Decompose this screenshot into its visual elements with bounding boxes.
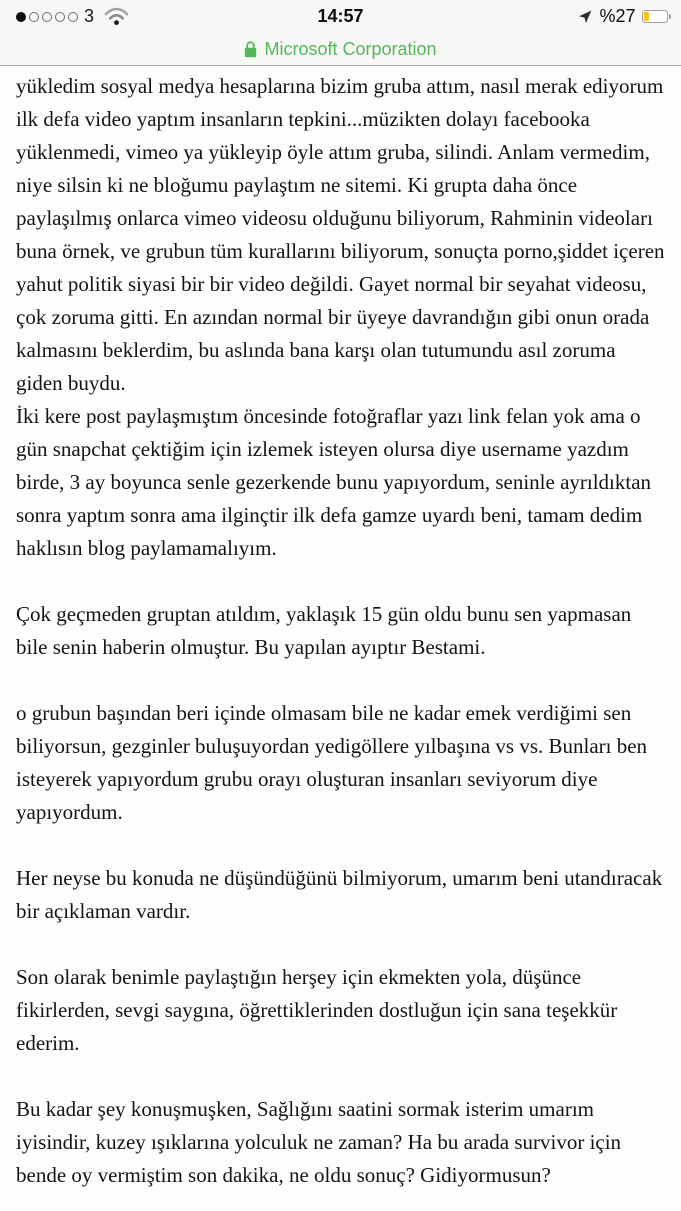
site-banner[interactable] <box>0 33 681 65</box>
signal-dot <box>42 12 52 22</box>
status-bar <box>0 0 681 33</box>
text-paragraph: yükledim sosyal medya hesaplarına bizim gruba attım, nasıl merak ediyorum ilk defa video yaptım insanların tepkini...müzikten dolayı facebooka yüklenmedi, vimeo ya yükleyip öyle attım gruba, silindi. Anlam vermedim, niye silsin ki ne bloğumu paylaştım ne sitemi. Ki grupta daha önce paylaşılmış onlarca vimeo videosu olduğunu biliyorum, Rahminin videoları buna örnek, ve grubun tüm kurallarını biliyorum, sonuçta porno,şiddet içeren yahut politik siyasi bir bir video değildi. Gayet normal bir seyahat videosu, çok zoruma gitti. En azından normal bir üyeye davrandığın gibi onun orada kalmasını beklerdim, bu aslında bana karşı olan tutumundu asıl zoruma giden buydu. <box>16 74 665 395</box>
text-paragraph: Son olarak benimle paylaştığın herşey için ekmekten yola, düşünce fikirlerden, sevgi saygına, öğrettiklerinden dostluğun için sana teşekkür ederim. <box>16 965 618 1055</box>
text-paragraph: o grubun başından beri içinde olmasam bile ne kadar emek verdiğimi sen biliyorsun, gezginler buluşuyordan yedigöllere yılbaşına vs vs. Bunları ben isteyerek yapıyordum grubu orayı oluşturan insanları seviyorum diye yapıyordum. <box>16 701 648 824</box>
page-content[interactable] <box>0 66 681 1211</box>
signal-dot <box>29 12 39 22</box>
text-paragraph: Bu kadar şey konuşmuşken, Sağlığını saatini sormak isterim umarım iyisindir, kuzey ışıklarına yolculuk ne zaman? Ha bu arada survivor için bende oy vermiştim son dakika, ne oldu sonuç? Gidiyormusun? <box>16 1097 622 1187</box>
text-paragraph: Her neyse bu konuda ne düşündüğünü bilmiyorum, umarım beni utandıracak bir açıklaman vardır. <box>16 866 663 923</box>
status-bar-right <box>577 6 671 27</box>
carrier-label: 3 <box>84 6 95 26</box>
status-bar-left <box>16 6 129 27</box>
text-paragraph: Çok geçmeden gruptan atıldım, yaklaşık 15 gün oldu bunu sen yapmasan bile senin haberin olmuştur. Bu yapılan ayıptır Bestami. <box>16 602 632 659</box>
location-arrow-icon <box>577 9 593 25</box>
clock: 14:57 <box>317 6 364 26</box>
battery-percent-label: %27 <box>599 6 636 26</box>
browser-header <box>0 0 681 66</box>
battery-nub <box>669 14 672 19</box>
text-paragraph: İki kere post paylaşmıştım öncesinde fotoğraflar yazı link felan yok ama o gün snapchat çektiğim için izlemek isteyen olursa diye username yazdım birde, 3 ay boyunca senle gezerkende bunu yapıyordum, seninle ayrıldıktan sonra yaptım sonra ama ilginçtir ilk defa gamze uyardı beni, tamam dedim haklısın blog paylamamalıyım. <box>16 404 652 560</box>
signal-dot <box>68 12 78 22</box>
battery-fill <box>644 12 650 21</box>
site-name: Microsoft Corporation <box>264 38 437 59</box>
cellular-signal-icon <box>16 12 78 22</box>
wifi-icon <box>104 7 129 26</box>
signal-dot <box>55 12 65 22</box>
signal-dot <box>16 12 26 22</box>
lock-icon <box>244 41 257 58</box>
battery-icon <box>642 10 668 23</box>
